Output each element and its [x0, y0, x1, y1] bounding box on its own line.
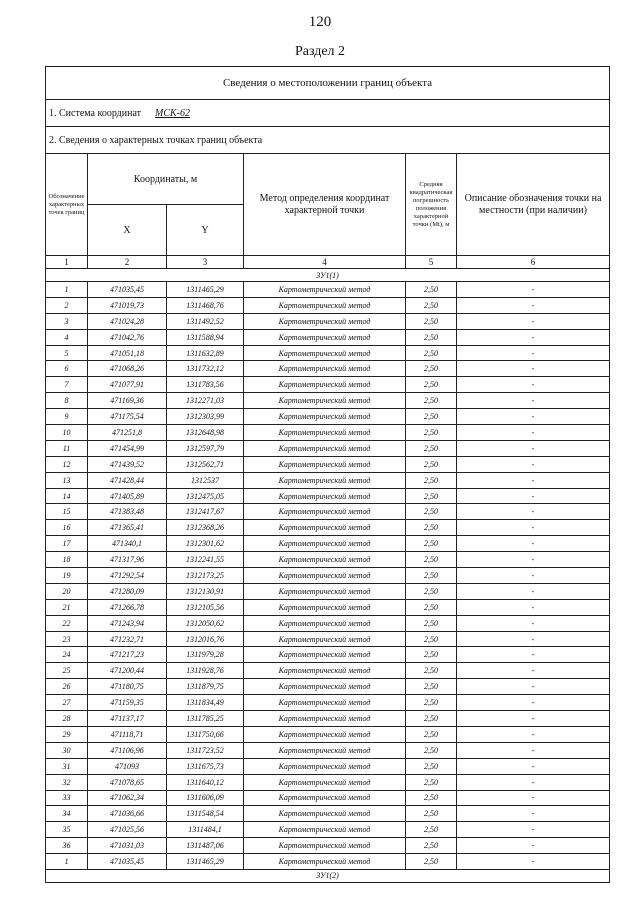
description: - [457, 345, 610, 361]
point-number: 5 [46, 345, 88, 361]
table-row [46, 282, 610, 298]
column-number: 5 [406, 256, 457, 269]
point-number: 32 [46, 774, 88, 790]
coord-y: 1312648,98 [167, 425, 244, 441]
coord-y: 1311588,94 [167, 329, 244, 345]
method: Картометрический метод [244, 726, 406, 742]
header-y: Y [167, 205, 244, 256]
description: - [457, 361, 610, 377]
coord-x: 471137,17 [88, 711, 167, 727]
table-row [46, 615, 610, 631]
table-row [46, 838, 610, 854]
table-row [46, 679, 610, 695]
accuracy: 2,50 [406, 361, 457, 377]
coord-y: 1311732,12 [167, 361, 244, 377]
coord-y: 1311468,76 [167, 297, 244, 313]
method: Картометрический метод [244, 425, 406, 441]
method: Картометрический метод [244, 679, 406, 695]
coord-y: 1312130,91 [167, 583, 244, 599]
coord-x: 471078,65 [88, 774, 167, 790]
table-row [46, 329, 610, 345]
table-row [46, 552, 610, 568]
method: Картометрический метод [244, 822, 406, 838]
coord-y: 1311487,06 [167, 838, 244, 854]
accuracy: 2,50 [406, 377, 457, 393]
coord-x: 471405,89 [88, 488, 167, 504]
accuracy: 2,50 [406, 568, 457, 584]
coord-x: 471217,23 [88, 647, 167, 663]
point-number: 29 [46, 726, 88, 742]
description: - [457, 425, 610, 441]
point-number: 16 [46, 520, 88, 536]
coord-y: 1311675,73 [167, 758, 244, 774]
table-row [46, 425, 610, 441]
description: - [457, 663, 610, 679]
coord-y: 1312016,76 [167, 631, 244, 647]
accuracy: 2,50 [406, 806, 457, 822]
table-row [46, 647, 610, 663]
coord-y: 1312368,26 [167, 520, 244, 536]
description: - [457, 504, 610, 520]
zu2-label: ЗУ1(2) [46, 869, 610, 882]
coord-y: 1312173,25 [167, 568, 244, 584]
table-row [46, 345, 610, 361]
description: - [457, 520, 610, 536]
method: Картометрический метод [244, 615, 406, 631]
coord-x: 471159,35 [88, 695, 167, 711]
point-number: 1 [46, 854, 88, 870]
column-number: 2 [88, 256, 167, 269]
coord-system-value: МСК-62 [155, 107, 191, 119]
coord-x: 471068,26 [88, 361, 167, 377]
table-row [46, 520, 610, 536]
table-row [46, 456, 610, 472]
table-row [46, 488, 610, 504]
table-row [46, 297, 610, 313]
accuracy: 2,50 [406, 854, 457, 870]
coord-x: 471169,36 [88, 393, 167, 409]
point-number: 19 [46, 568, 88, 584]
coord-y: 1311465,29 [167, 282, 244, 298]
coord-y: 1311928,76 [167, 663, 244, 679]
point-number: 10 [46, 425, 88, 441]
method: Картометрический метод [244, 282, 406, 298]
coord-x: 471031,03 [88, 838, 167, 854]
accuracy: 2,50 [406, 440, 457, 456]
point-number: 12 [46, 456, 88, 472]
header-x: X [88, 205, 167, 256]
table-row [46, 854, 610, 870]
table-row [46, 409, 610, 425]
coord-x: 471266,78 [88, 599, 167, 615]
coord-x: 471051,18 [88, 345, 167, 361]
coord-x: 471019,73 [88, 297, 167, 313]
coord-x: 471118,71 [88, 726, 167, 742]
coord-y: 1311834,49 [167, 695, 244, 711]
point-number: 27 [46, 695, 88, 711]
point-number: 11 [46, 440, 88, 456]
header-description: Описание обозначения точки на местности (при наличии) [457, 154, 610, 256]
header-point-name: Обозначение характерных точек границ [46, 154, 88, 256]
accuracy: 2,50 [406, 663, 457, 679]
point-number: 9 [46, 409, 88, 425]
point-number: 4 [46, 329, 88, 345]
table-row [46, 758, 610, 774]
accuracy: 2,50 [406, 456, 457, 472]
method: Картометрический метод [244, 361, 406, 377]
method: Картометрический метод [244, 409, 406, 425]
coord-y: 1312105,56 [167, 599, 244, 615]
description: - [457, 456, 610, 472]
points-section-label: 2. Сведения о характерных точках границ объекта [46, 127, 610, 154]
coord-y: 1312301,62 [167, 536, 244, 552]
accuracy: 2,50 [406, 583, 457, 599]
coord-y: 1311879,75 [167, 679, 244, 695]
coord-x: 471383,48 [88, 504, 167, 520]
table-row [46, 695, 610, 711]
description: - [457, 599, 610, 615]
coord-y: 1312241,55 [167, 552, 244, 568]
point-number: 35 [46, 822, 88, 838]
description: - [457, 758, 610, 774]
table-row [46, 631, 610, 647]
method: Картометрический метод [244, 504, 406, 520]
description: - [457, 552, 610, 568]
coord-y: 1311632,89 [167, 345, 244, 361]
method: Картометрический метод [244, 520, 406, 536]
description: - [457, 838, 610, 854]
coord-x: 471042,76 [88, 329, 167, 345]
method: Картометрический метод [244, 456, 406, 472]
accuracy: 2,50 [406, 345, 457, 361]
point-number: 15 [46, 504, 88, 520]
column-number: 4 [244, 256, 406, 269]
description: - [457, 488, 610, 504]
accuracy: 2,50 [406, 631, 457, 647]
coord-y: 1312562,71 [167, 456, 244, 472]
point-number: 34 [46, 806, 88, 822]
accuracy: 2,50 [406, 393, 457, 409]
table-row [46, 726, 610, 742]
point-number: 20 [46, 583, 88, 599]
coord-y: 1312475,05 [167, 488, 244, 504]
description: - [457, 313, 610, 329]
coord-x: 471024,28 [88, 313, 167, 329]
point-number: 7 [46, 377, 88, 393]
method: Картометрический метод [244, 647, 406, 663]
method: Картометрический метод [244, 838, 406, 854]
point-number: 14 [46, 488, 88, 504]
accuracy: 2,50 [406, 488, 457, 504]
description: - [457, 583, 610, 599]
description: - [457, 631, 610, 647]
point-number: 26 [46, 679, 88, 695]
point-number: 33 [46, 790, 88, 806]
method: Картометрический метод [244, 345, 406, 361]
description: - [457, 679, 610, 695]
table-row [46, 774, 610, 790]
method: Картометрический метод [244, 313, 406, 329]
coord-x: 471175,54 [88, 409, 167, 425]
accuracy: 2,50 [406, 599, 457, 615]
column-number: 6 [457, 256, 610, 269]
method: Картометрический метод [244, 583, 406, 599]
coord-y: 1311606,09 [167, 790, 244, 806]
method: Картометрический метод [244, 742, 406, 758]
coord-x: 471317,96 [88, 552, 167, 568]
table-row [46, 536, 610, 552]
coord-x: 471036,66 [88, 806, 167, 822]
accuracy: 2,50 [406, 726, 457, 742]
coord-x: 471292,54 [88, 568, 167, 584]
description: - [457, 711, 610, 727]
description: - [457, 742, 610, 758]
method: Картометрический метод [244, 297, 406, 313]
coord-x: 471454,99 [88, 440, 167, 456]
header-accuracy: Средняя квадратическая погрешность положения характерной точки (Mt), м [406, 154, 457, 256]
point-number: 1 [46, 282, 88, 298]
coord-x: 471365,41 [88, 520, 167, 536]
coord-y: 1311640,12 [167, 774, 244, 790]
table-row [46, 599, 610, 615]
point-number: 22 [46, 615, 88, 631]
coord-x: 471200,44 [88, 663, 167, 679]
table-row [46, 361, 610, 377]
table-row [46, 440, 610, 456]
column-number: 3 [167, 256, 244, 269]
accuracy: 2,50 [406, 822, 457, 838]
point-number: 6 [46, 361, 88, 377]
page-number: 120 [308, 14, 332, 30]
coord-x: 471251,8 [88, 425, 167, 441]
accuracy: 2,50 [406, 520, 457, 536]
accuracy: 2,50 [406, 472, 457, 488]
coord-y: 1312271,03 [167, 393, 244, 409]
coord-x: 471232,71 [88, 631, 167, 647]
method: Картометрический метод [244, 758, 406, 774]
coord-y: 1311979,28 [167, 647, 244, 663]
section-title: Раздел 2 [294, 44, 346, 59]
accuracy: 2,50 [406, 297, 457, 313]
accuracy: 2,50 [406, 711, 457, 727]
description: - [457, 790, 610, 806]
coord-y: 1311465,29 [167, 854, 244, 870]
method: Картометрический метод [244, 377, 406, 393]
accuracy: 2,50 [406, 282, 457, 298]
coord-y: 1312597,79 [167, 440, 244, 456]
accuracy: 2,50 [406, 758, 457, 774]
description: - [457, 377, 610, 393]
description: - [457, 440, 610, 456]
coord-y: 1311492,52 [167, 313, 244, 329]
accuracy: 2,50 [406, 313, 457, 329]
coord-y: 1311484,1 [167, 822, 244, 838]
method: Картометрический метод [244, 599, 406, 615]
table-row [46, 568, 610, 584]
point-number: 8 [46, 393, 88, 409]
table-row [46, 504, 610, 520]
point-number: 23 [46, 631, 88, 647]
table-row [46, 583, 610, 599]
accuracy: 2,50 [406, 329, 457, 345]
point-number: 30 [46, 742, 88, 758]
column-number: 1 [46, 256, 88, 269]
description: - [457, 409, 610, 425]
coord-x: 471180,75 [88, 679, 167, 695]
accuracy: 2,50 [406, 742, 457, 758]
method: Картометрический метод [244, 440, 406, 456]
accuracy: 2,50 [406, 409, 457, 425]
coord-y: 1312050,62 [167, 615, 244, 631]
description: - [457, 282, 610, 298]
accuracy: 2,50 [406, 695, 457, 711]
method: Картометрический метод [244, 393, 406, 409]
description: - [457, 568, 610, 584]
point-number: 17 [46, 536, 88, 552]
accuracy: 2,50 [406, 774, 457, 790]
method: Картометрический метод [244, 695, 406, 711]
method: Картометрический метод [244, 329, 406, 345]
description: - [457, 297, 610, 313]
method: Картометрический метод [244, 663, 406, 679]
coord-y: 1312417,67 [167, 504, 244, 520]
coord-y: 1312303,99 [167, 409, 244, 425]
table-row [46, 663, 610, 679]
description: - [457, 329, 610, 345]
coord-y: 1311750,66 [167, 726, 244, 742]
table-row [46, 472, 610, 488]
point-number: 24 [46, 647, 88, 663]
accuracy: 2,50 [406, 790, 457, 806]
point-number: 28 [46, 711, 88, 727]
method: Картометрический метод [244, 488, 406, 504]
method: Картометрический метод [244, 472, 406, 488]
coord-y: 1311783,56 [167, 377, 244, 393]
boundary-points-table [45, 66, 610, 883]
table-row [46, 711, 610, 727]
point-number: 2 [46, 297, 88, 313]
zu1-label: ЗУ1(1) [46, 269, 610, 282]
header-coords: Координаты, м [88, 154, 244, 205]
coord-x: 471035,45 [88, 854, 167, 870]
accuracy: 2,50 [406, 647, 457, 663]
method: Картометрический метод [244, 631, 406, 647]
description: - [457, 647, 610, 663]
method: Картометрический метод [244, 568, 406, 584]
table-row [46, 313, 610, 329]
point-number: 21 [46, 599, 88, 615]
coord-x: 471439,52 [88, 456, 167, 472]
coord-system-label: 1. Система координат [49, 107, 142, 119]
header-method: Метод определения координат характерной точки [244, 154, 406, 256]
table-row [46, 377, 610, 393]
coord-x: 471428,44 [88, 472, 167, 488]
coord-x: 471077,91 [88, 377, 167, 393]
table-row [46, 790, 610, 806]
point-number: 13 [46, 472, 88, 488]
coord-x: 471340,1 [88, 536, 167, 552]
coord-system-row [46, 100, 610, 127]
coord-x: 471035,45 [88, 282, 167, 298]
method: Картометрический метод [244, 854, 406, 870]
description: - [457, 854, 610, 870]
table-title: Сведения о местоположении границ объекта [46, 67, 610, 100]
method: Картометрический метод [244, 711, 406, 727]
method: Картометрический метод [244, 536, 406, 552]
description: - [457, 726, 610, 742]
accuracy: 2,50 [406, 552, 457, 568]
description: - [457, 393, 610, 409]
coord-y: 1312537 [167, 472, 244, 488]
point-number: 36 [46, 838, 88, 854]
description: - [457, 822, 610, 838]
coord-y: 1311785,25 [167, 711, 244, 727]
coord-x: 471062,34 [88, 790, 167, 806]
point-number: 31 [46, 758, 88, 774]
point-number: 25 [46, 663, 88, 679]
accuracy: 2,50 [406, 536, 457, 552]
table-row [46, 806, 610, 822]
method: Картометрический метод [244, 790, 406, 806]
method: Картометрический метод [244, 774, 406, 790]
table-row [46, 393, 610, 409]
table-row [46, 742, 610, 758]
accuracy: 2,50 [406, 679, 457, 695]
coord-x: 471093 [88, 758, 167, 774]
accuracy: 2,50 [406, 838, 457, 854]
coord-x: 471243,94 [88, 615, 167, 631]
method: Картометрический метод [244, 806, 406, 822]
description: - [457, 774, 610, 790]
coord-x: 471106,96 [88, 742, 167, 758]
point-number: 3 [46, 313, 88, 329]
accuracy: 2,50 [406, 615, 457, 631]
description: - [457, 695, 610, 711]
coord-x: 471025,56 [88, 822, 167, 838]
accuracy: 2,50 [406, 425, 457, 441]
method: Картометрический метод [244, 552, 406, 568]
table-row [46, 822, 610, 838]
description: - [457, 472, 610, 488]
point-number: 18 [46, 552, 88, 568]
coord-x: 471280,09 [88, 583, 167, 599]
coord-y: 1311723,52 [167, 742, 244, 758]
description: - [457, 806, 610, 822]
accuracy: 2,50 [406, 504, 457, 520]
description: - [457, 615, 610, 631]
coord-y: 1311548,54 [167, 806, 244, 822]
description: - [457, 536, 610, 552]
